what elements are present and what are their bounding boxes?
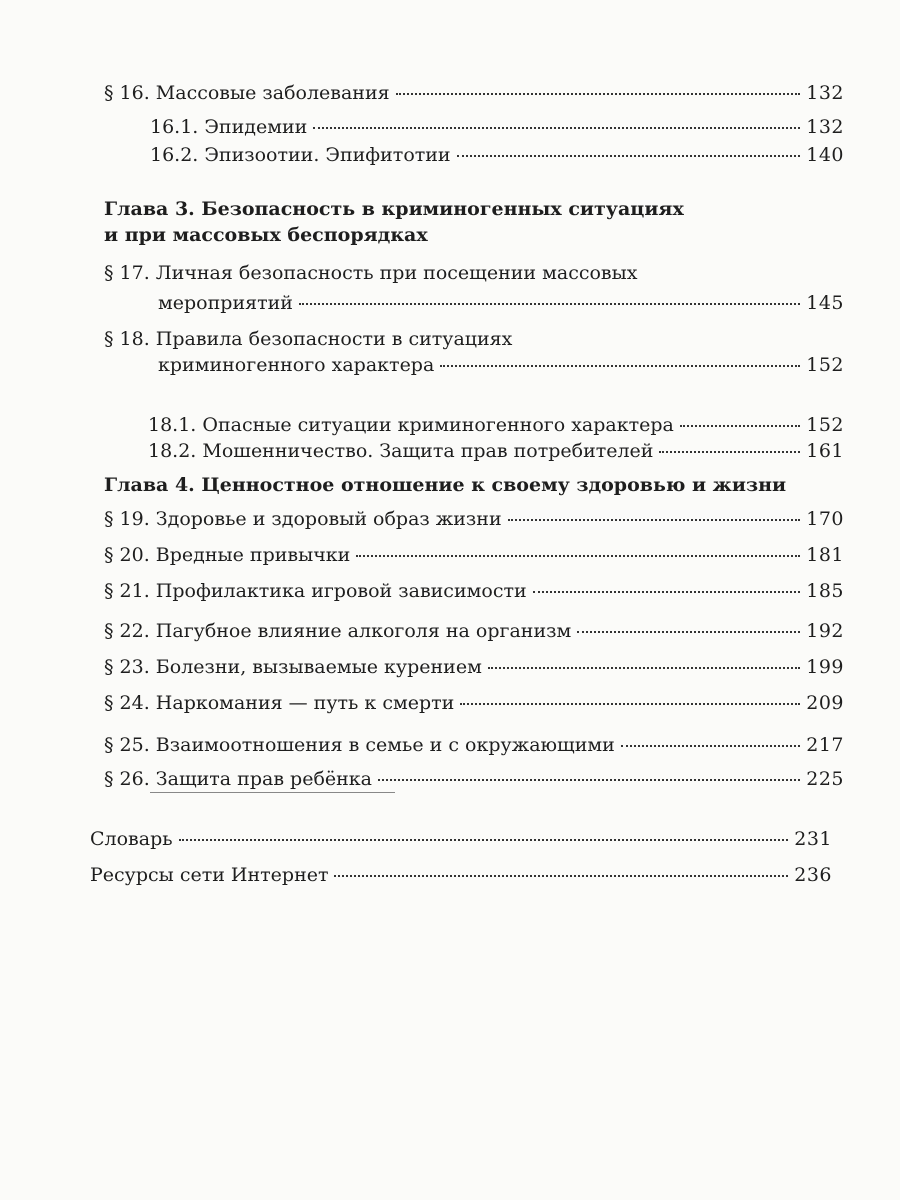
toc-entry-sec16 (104, 80, 844, 106)
toc-entry-sec20 (104, 542, 844, 568)
chapter-3-title: Глава 3. Безопасность в криминогенных ситуациях (104, 198, 684, 220)
page-number: 145 (806, 292, 844, 314)
leader-dots (577, 631, 800, 633)
leader-dots (179, 839, 789, 841)
leader-dots (440, 365, 800, 367)
leader-dots (680, 425, 800, 427)
entry-label: § 21. Профилактика игровой зависимости (104, 580, 527, 602)
page-number: 181 (806, 544, 844, 566)
page-number: 199 (806, 656, 844, 678)
toc-entry-sec22 (104, 618, 844, 644)
toc-entry-sec25 (104, 732, 844, 758)
entry-label: Ресурсы сети Интернет (90, 864, 329, 886)
leader-dots (659, 451, 800, 453)
chapter-3-title-cont: и при массовых беспорядках (104, 224, 428, 246)
leader-dots (356, 555, 800, 557)
page-number: 209 (806, 692, 844, 714)
chapter-4-title: Глава 4. Ценностное отношение к своему здоровью и жизни (104, 474, 787, 496)
separator-line (150, 792, 395, 793)
leader-dots (313, 127, 800, 129)
page-number: 152 (806, 414, 844, 436)
entry-label: Словарь (90, 828, 173, 850)
leader-dots (533, 591, 801, 593)
leader-dots (460, 703, 800, 705)
entry-label: § 24. Наркомания — путь к смерти (104, 692, 455, 714)
page-number: 217 (806, 734, 844, 756)
leader-dots (396, 93, 801, 95)
entry-label: § 22. Пагубное влияние алкоголя на организм (104, 620, 572, 642)
toc-entry-sec19 (104, 506, 844, 532)
leader-dots (334, 875, 788, 877)
page-number: 185 (806, 580, 844, 602)
page-number: 236 (794, 864, 832, 886)
entry-label: 16.1. Эпидемии (150, 116, 308, 138)
page-number: 152 (806, 354, 844, 376)
leader-dots (457, 155, 801, 157)
toc-entry-sec16-2 (150, 142, 844, 168)
toc-entry-sec16-1 (150, 114, 844, 140)
entry-label: мероприятий (158, 292, 293, 314)
entry-label: 18.1. Опасные ситуации криминогенного характера (148, 414, 674, 436)
toc-entry-sec18 (158, 352, 844, 378)
page-number: 132 (806, 116, 844, 138)
leader-dots (378, 779, 800, 781)
toc-entry-sec18-line1: § 18. Правила безопасности в ситуациях (104, 328, 513, 350)
page-number: 192 (806, 620, 844, 642)
entry-label: § 26. Защита прав ребёнка (104, 768, 373, 790)
page-number: 132 (806, 82, 844, 104)
toc-entry-sec21 (104, 578, 844, 604)
entry-label: § 16. Массовые заболевания (104, 82, 390, 104)
leader-dots (621, 745, 800, 747)
toc-entry-sec17 (158, 290, 844, 316)
entry-label: § 25. Взаимоотношения в семье и с окружающими (104, 734, 615, 756)
entry-label: § 19. Здоровье и здоровый образ жизни (104, 508, 502, 530)
entry-label: § 23. Болезни, вызываемые курением (104, 656, 482, 678)
page-number: 170 (806, 508, 844, 530)
entry-label: 18.2. Мошенничество. Защита прав потребителей (148, 440, 654, 462)
page-number: 225 (806, 768, 844, 790)
entry-label: криминогенного характера (158, 354, 435, 376)
toc-entry-glossary (90, 826, 832, 852)
page-number: 231 (794, 828, 832, 850)
page-number: 140 (806, 144, 844, 166)
leader-dots (299, 303, 800, 305)
toc-entry-sec18-2 (148, 438, 844, 464)
page-number: 161 (806, 440, 844, 462)
toc-entry-sec23 (104, 654, 844, 680)
toc-entry-resources (90, 862, 832, 888)
toc-entry-sec24 (104, 690, 844, 716)
entry-label: § 20. Вредные привычки (104, 544, 351, 566)
leader-dots (488, 667, 800, 669)
toc-entry-sec17-line1: § 17. Личная безопасность при посещении массовых (104, 262, 638, 284)
toc-entry-sec26 (104, 766, 844, 792)
toc-entry-sec18-1 (148, 412, 844, 438)
entry-label: 16.2. Эпизоотии. Эпифитотии (150, 144, 451, 166)
leader-dots (508, 519, 801, 521)
